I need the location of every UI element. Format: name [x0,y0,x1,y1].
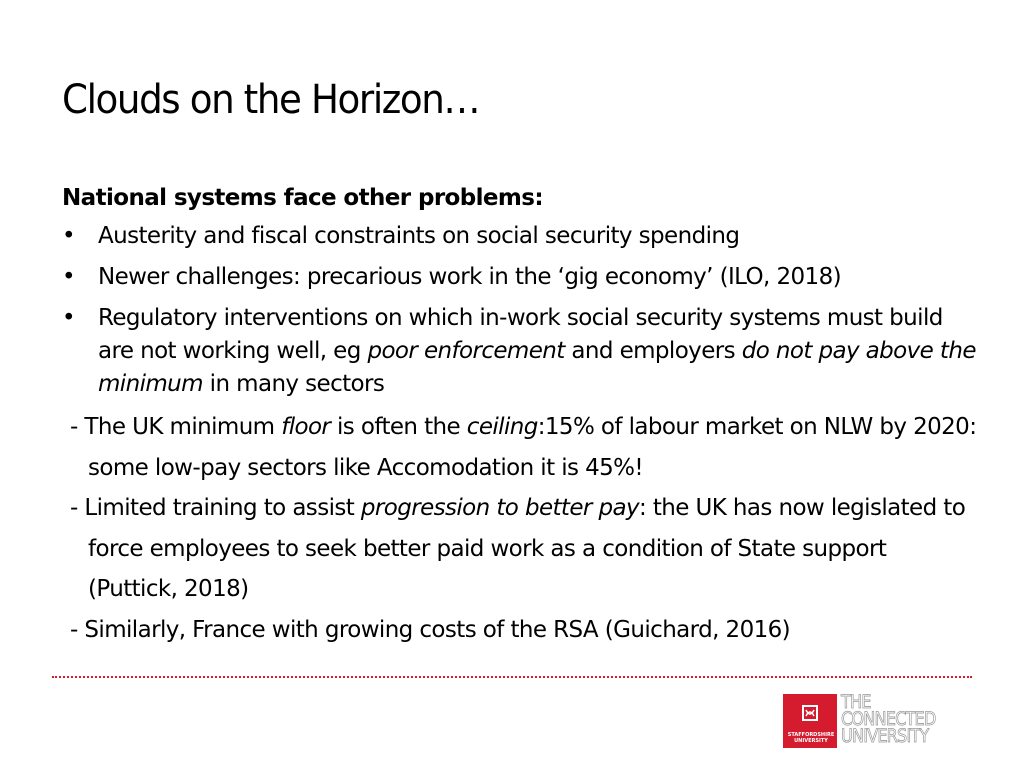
subpoint-text: The UK minimum [84,414,282,440]
subpoint-text: :15% of labour market on NLW by 2020: some low-pay sectors like Accomodation it is 45%! [88,414,977,481]
subpoint-emphasis: floor [281,414,331,440]
footer-divider [52,676,972,678]
slide-content [62,180,982,650]
bullet-text: in many sectors [202,371,385,397]
bullet-emphasis: poor enforcement [367,338,565,364]
bullet-dot-icon: • [62,223,75,249]
subpoint-text: Similarly, France with growing costs of the RSA (Guichard, 2016) [84,616,791,643]
subpoint-text: is often the [330,414,467,440]
logo-line: CONNECTED [841,708,936,730]
logo-wordmark [841,691,936,747]
bullet-item [62,220,982,253]
bullet-emphasis: do not pay above the minimum [98,338,976,397]
subpoint-item [62,610,982,651]
bullet-dot-icon: • [62,305,75,331]
logo-line: UNIVERSITY [841,725,929,747]
subpoint-text: : the UK has now legislated to force employees to seek better paid work as a condition of State support (Puttick, 2018) [88,495,966,602]
subpoint-dash: - [70,414,85,440]
bullet-item [62,302,982,401]
subpoint-text: Limited training to assist [84,495,361,521]
subpoint-item [62,488,982,610]
logo-badge [783,694,837,748]
university-logo [783,691,983,754]
logo-line: THE [841,691,871,713]
bullet-text: Austerity and fiscal constraints on social security spending [98,223,740,249]
bullet-text: Newer challenges: precarious work in the ‘gig economy’ (ILO, 2018) [98,264,841,290]
bullet-text: Regulatory interventions on which in-work social security systems must build are not working well, eg [98,305,943,364]
bullet-item [62,261,982,294]
bullet-text: and employers [564,338,742,364]
subpoint-dash: - [70,616,85,643]
subpoint-item [62,407,982,488]
subpoint-emphasis: progression to better pay [360,495,639,521]
subpoint-dash: - [70,495,85,521]
logo-university-name: STAFFORDSHIRE UNIVERSITY [787,732,835,744]
bullet-dot-icon: • [62,264,75,290]
subpoint-emphasis: ceiling [466,414,538,440]
slide-title: Clouds on the Horizon… [62,77,480,123]
content-heading: National systems face other problems: [62,185,543,211]
